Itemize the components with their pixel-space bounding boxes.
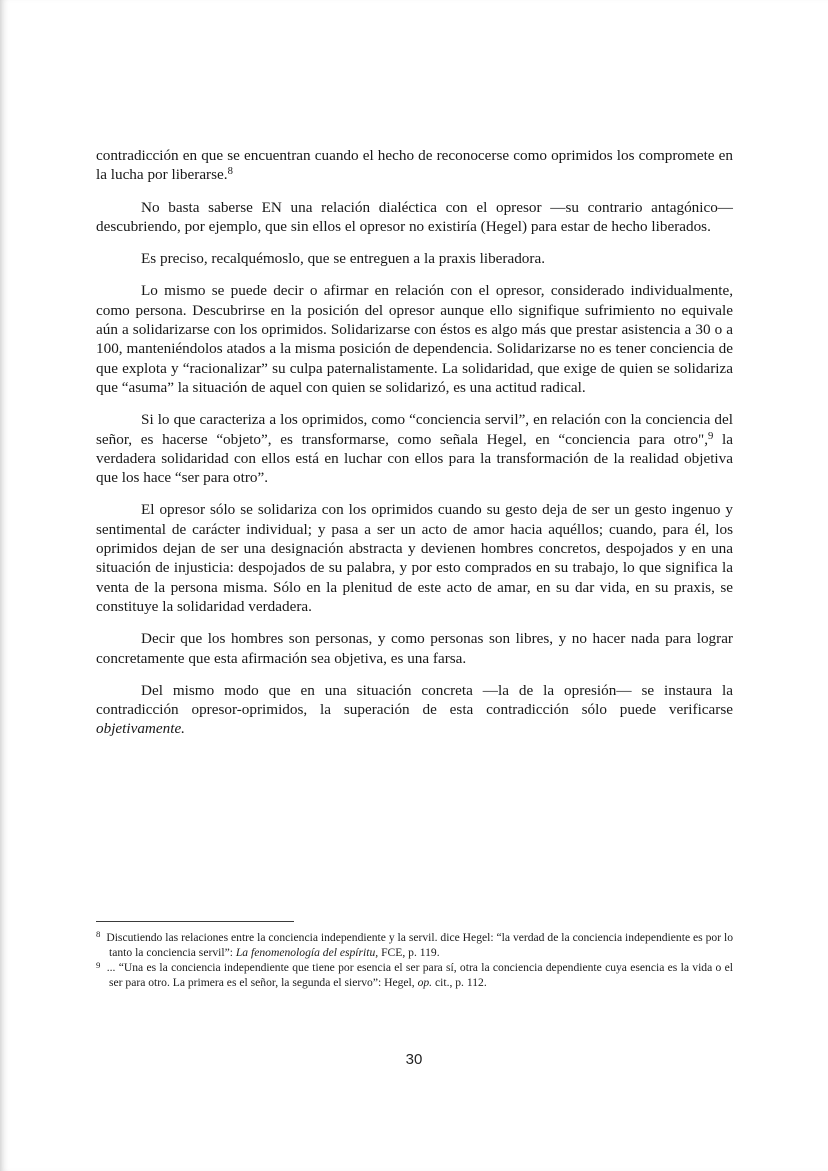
footnote-entry: $^8$ Discutiendo las relaciones entre la conciencia independiente y la servil. dice Hegel: “la verdad de la conciencia independiente es por lo tanto la conciencia servil”: La fenomenología del espíritu, FCE, p. 119. bbox=[96, 929, 733, 959]
footnote-number-9: 9 bbox=[96, 959, 101, 970]
paragraph: Decir que los hombres son personas, y como personas son libres, y no hacer nada para lograr concretamente que esta afirmación sea objetiva, es una farsa. bbox=[96, 630, 733, 667]
paragraph: El opresor sólo se solidariza con los oprimidos cuando su gesto deja de ser un gesto ingenuo y sentimental de carácter individual; y pasa a ser un acto de amor hacia aquéllos; cuando, para él, los oprimidos dejan de ser una designación abstracta y devienen hombres concretos, despojados y en una situación de injusticia: despojados de su palabra, y por esto comprados en su trabajo, lo que significa la venta de la persona misma. Sólo en la plenitud de este acto de amar, en su dar vida, en su praxis, se constituye la solidaridad verdadera. bbox=[96, 501, 733, 615]
footnote-separator-rule bbox=[96, 921, 294, 922]
italic-text: op. bbox=[417, 975, 433, 989]
footnote-reference-9[interactable]: 9 bbox=[708, 430, 714, 442]
page-number: 30 bbox=[405, 1051, 423, 1068]
footnote-number-8: 8 bbox=[96, 929, 101, 940]
footnote-entry: $^9$ ... “Una es la conciencia independiente que tiene por esencia el ser para sí, otra la conciencia dependiente cuya esencia es la vida o el ser para otro. La primera es el señor, la segunda el siervo”: Hegel, op. cit., p. 112. bbox=[96, 959, 733, 989]
paragraph: Es preciso, recalquémoslo, que se entreguen a la praxis liberadora. bbox=[141, 250, 545, 268]
paragraph: No basta saberse EN una relación dialéctica con el opresor —su contrario antagónico— descubriendo, por ejemplo, que sin ellos el opresor no existiría (Hegel) para estar de hecho liberados. bbox=[96, 198, 733, 235]
footnote-section bbox=[96, 921, 733, 991]
italic-text: La fenomenología del espíritu, bbox=[235, 945, 379, 959]
paragraph: Si lo que caracteriza a los oprimidos, como “conciencia servil”, en relación con la conciencia del señor, es hacerse “objeto”, es transformarse, como señala Hegel, en “conciencia para otro",$^9$ la verdadera solidaridad con ellos está en luchar con ellos para la transformación de la realidad objetiva que los hace “ser para otro”. bbox=[96, 411, 733, 487]
paragraph: Del mismo modo que en una situación concreta —la de la opresión— se instaura la contradicción opresor-oprimidos, la superación de esta contradicción sólo puede verificarse objetivamente. bbox=[96, 681, 733, 738]
footnote-reference-8[interactable]: 8 bbox=[227, 166, 233, 178]
paragraph: Lo mismo se puede decir o afirmar en relación con el opresor, considerado individualmente, como persona. Descubrirse en la posición del opresor aunque ello signifique sufrimiento no equivale aún a solidarizarse con los oprimidos. Solidarizarse con éstos es algo más que prestar asistencia a 30 o a 100, manteniéndolos atados a la misma posición de dependencia. Solidarizarse no es tener conciencia de que explota y “racionalizar” su culpa paternalistamente. La solidaridad, que exige de quien se solidariza que “asuma” la situación de aquel con quien se solidarizó, es una actitud radical. bbox=[96, 282, 733, 396]
page-body bbox=[96, 146, 733, 739]
italic-text: objetivamente. bbox=[96, 720, 185, 738]
paragraph: contradicción en que se encuentran cuando el hecho de reconocerse como oprimidos los compromete en la lucha por liberarse.$^8$ bbox=[96, 147, 733, 184]
footnote-list bbox=[96, 931, 733, 990]
